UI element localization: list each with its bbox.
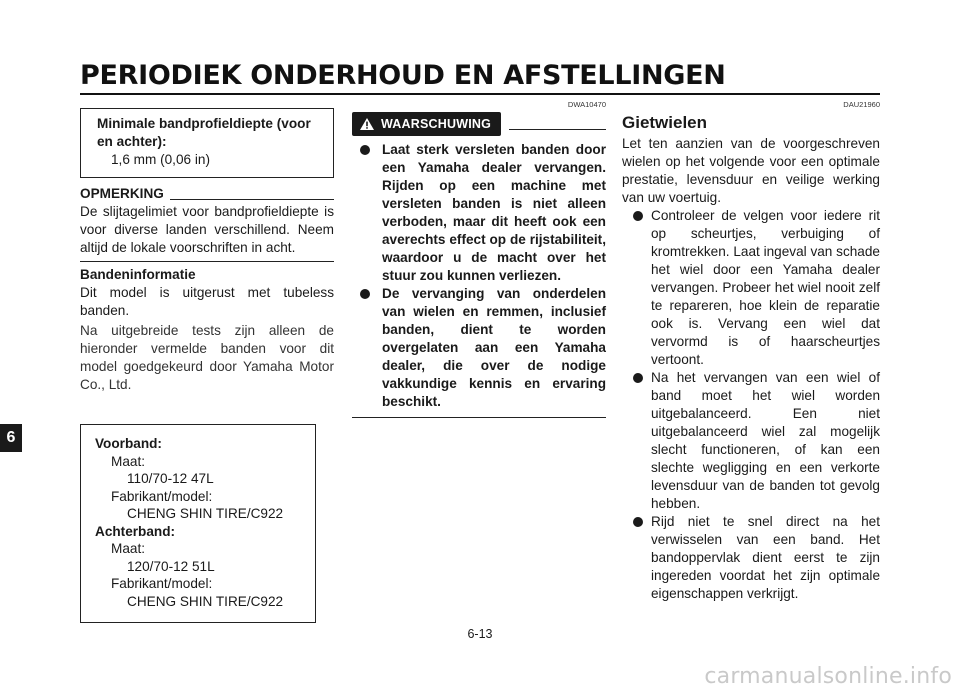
front-tire-heading: Voorband: [95, 436, 162, 451]
chapter-tab[interactable]: 6 [0, 424, 22, 452]
warning-badge [352, 112, 501, 136]
warning-list [352, 141, 606, 411]
tire-info-text: Dit model is uitgerust met tubeless banden. [80, 285, 334, 318]
rear-size-label: Maat: [111, 541, 145, 556]
warning-code: DWA10470 [567, 100, 606, 109]
front-size-label: Maat: [111, 453, 145, 469]
warning-rule [509, 129, 606, 130]
middle-column [352, 100, 606, 418]
wheel-bullet-text: Rijd niet te snel direct na het verwisselen van een band. Het bandoppervlak dient eerst te zijn ingereden voordat het zijn optimale eigenschappen verkrijgt. [651, 514, 880, 601]
front-tire-size: 110/70-12 47L [127, 471, 214, 486]
wheel-list [622, 207, 880, 603]
list-item [622, 513, 880, 603]
note-heading-row [80, 185, 334, 203]
warning-bullet-text: Laat sterk versleten banden door een Yamaha dealer vervangen. Rijden op een machine met versleten banden is niet alleen verboden, maar dit heeft ook een averechts effect op de rijstabiliteit, waardoor u de macht over het stuur zou kunnen verliezen. [382, 142, 606, 283]
list-item [352, 141, 606, 285]
note-end-rule [80, 261, 334, 262]
wheel-bullet-text: Controleer de velgen voor iedere rit op scheurtjes, verbuiging of kromtrekken. Laat ingeval van schade het wiel door een Yamaha dealer vervangen. Probeer het wiel nooit zelf te repareren, hoe klein de reparatie ook is. Vervang een wiel dat vervormd is of haarscheurtjes vertoont. [651, 208, 880, 367]
warning-end-rule [352, 417, 606, 418]
page-title: PERIODIEK ONDERHOUD EN AFSTELLINGEN [80, 60, 726, 91]
warning-triangle-icon [360, 118, 374, 130]
min-depth-box [80, 108, 334, 178]
bullet-icon [633, 517, 643, 527]
tire-info-text-2: Na uitgebreide tests zijn alleen de hieronder vermelde banden voor dit model goedgekeurd door Yamaha Motor Co., Ltd. [80, 323, 334, 392]
left-column [80, 100, 334, 623]
tire-spec-box [80, 424, 316, 623]
bullet-icon [633, 211, 643, 221]
section-code: DAU21960 [843, 100, 880, 109]
rear-tire-size: 120/70-12 51L [127, 558, 215, 574]
rear-tire-maker: CHENG SHIN TIRE/C922 [127, 593, 284, 609]
rear-maker-label: Fabrikant/model: [111, 576, 213, 591]
note-heading-rule [170, 199, 334, 200]
min-depth-label: Minimale bandprofieldiepte (voor en achter): [97, 116, 311, 149]
section-intro: Let ten aanzien van de voorgeschreven wielen op het volgende voor een optimale prestatie, levensduur en veilige werking van uw voertuig. [622, 136, 880, 205]
bullet-icon [633, 373, 643, 383]
bullet-icon [360, 145, 370, 155]
list-item [622, 207, 880, 369]
min-depth-value: 1,6 mm (0,06 in) [111, 152, 210, 167]
note-heading: OPMERKING [80, 186, 164, 201]
warning-header [352, 112, 606, 136]
front-maker-label: Fabrikant/model: [111, 488, 213, 504]
bullet-icon [360, 289, 370, 299]
note-text: De slijtagelimiet voor bandprofieldiepte is voor diverse landen verschillend. Neem altijd de lokale voorschriften in acht. [80, 204, 334, 255]
warning-bullet-text: De vervanging van onderdelen van wielen en remmen, inclusief banden, dient te worden overgelaten aan een Yamaha dealer, die over de nodige vakkundige kennis en ervaring beschikt. [382, 286, 606, 409]
title-underline [80, 93, 880, 95]
front-tire-maker: CHENG SHIN TIRE/C922 [127, 506, 284, 521]
section-title: Gietwielen [622, 113, 708, 132]
right-column [622, 100, 880, 603]
warning-label: WAARSCHUWING [381, 117, 492, 131]
list-item [352, 285, 606, 411]
wheel-bullet-text: Na het vervangen van een wiel of band moet het wiel worden uitgebalanceerd. Een niet uitgebalanceerd wiel zal mogelijk slecht functioneren, of kan een slechte wegligging en een verkorte levensduur van de banden tot gevolg hebben. [651, 370, 880, 511]
tire-info-heading: Bandeninformatie [80, 267, 196, 282]
list-item [622, 369, 880, 513]
rear-tire-heading: Achterband: [95, 523, 176, 539]
watermark: carmanualsonline.info [704, 664, 952, 689]
page-number: 6-13 [467, 627, 493, 641]
